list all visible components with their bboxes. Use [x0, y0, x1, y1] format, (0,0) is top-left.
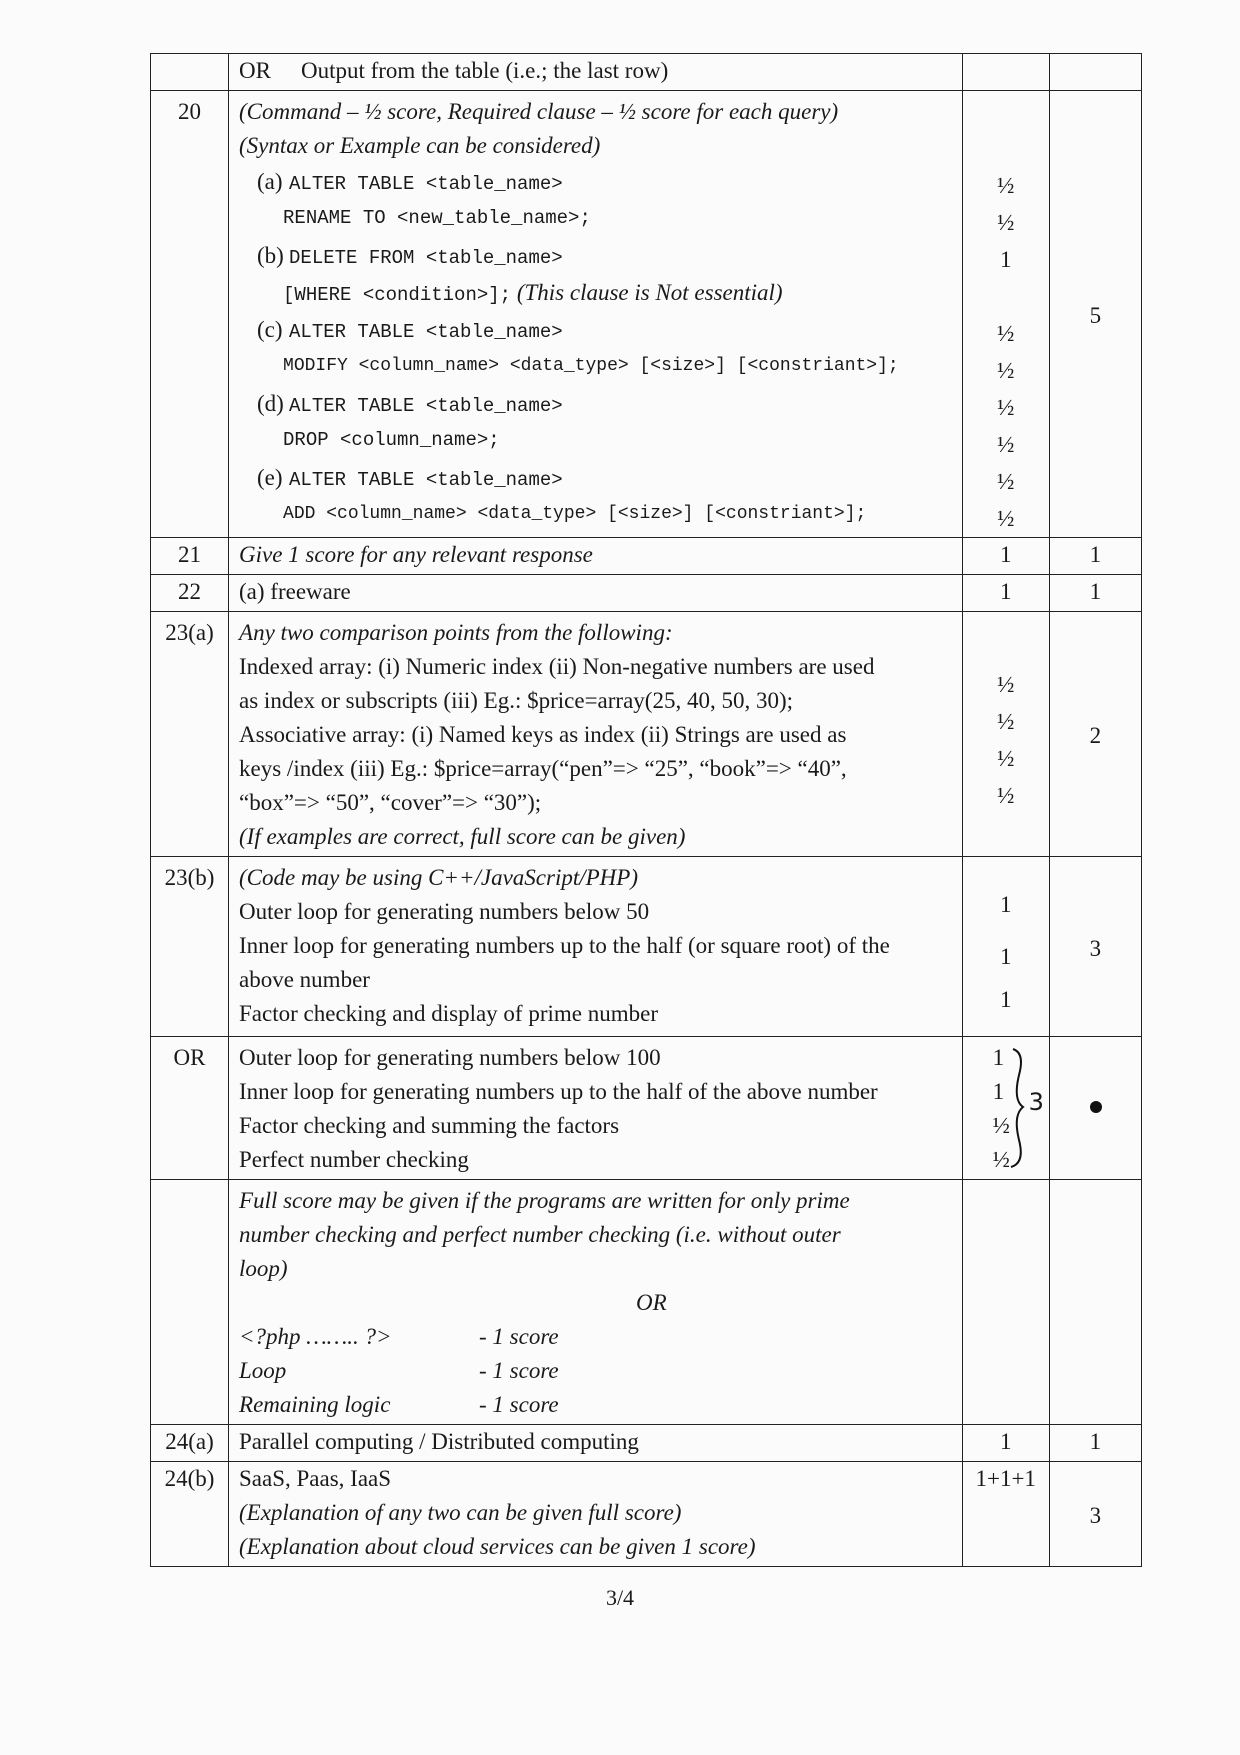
answer-key-table	[150, 53, 1142, 1567]
table-row: 24(a) Parallel computing / Distributed computing 1 1	[151, 1425, 1142, 1462]
table-row: 21 Give 1 score for any relevant response 1 1	[151, 538, 1142, 575]
score-column: ½ ½ 1 ½ ½ ½ ½ ½ ½	[962, 91, 1049, 538]
answer-content: OR Output from the table (i.e.; the last row)	[229, 54, 963, 91]
question-number	[151, 54, 229, 91]
table-row: 22 (a) freeware 1 1	[151, 575, 1142, 612]
question-number: 20	[151, 91, 229, 538]
table-row: Full score may be given if the programs are written for only prime number checking and perfect number checking (i.e. without outer loop) OR <?php …….. ?> - 1 score Loop - 1 score Remaining logic - 1 score	[151, 1180, 1142, 1425]
table-row: 23(b) (Code may be using C++/JavaScript/PHP) Outer loop for generating numbers below 50 Inner loop for generating numbers up to the half (or square root) of the above number Factor checking and display of prime number 1 1 1 3	[151, 857, 1142, 1037]
table-row	[151, 54, 1142, 91]
table-row: 23(a) Any two comparison points from the following: Indexed array: (i) Numeric index (ii) Non-negative numbers are used as index or subscripts (iii) Eg.: $price=array(25, 40, 50, 30); Associative array: (i) Named keys as index (ii) Strings are used as keys /index (iii) Eg.: $price=array(“pen”=> “25”, “book”=> “40”, “box”=> “50”, “cover”=> “30”); (If examples are correct, full score can be given) ½ ½ ½ ½ 2	[151, 612, 1142, 857]
marking-scheme-page	[150, 53, 1142, 1567]
table-row	[151, 91, 1142, 538]
table-row: OR Outer loop for generating numbers below 100 Inner loop for generating numbers up to the half of the above number Factor checking and summing the factors Perfect number checking 1 1 ½ ½ 3	[151, 1037, 1142, 1180]
table-row: 24(b) SaaS, Paas, IaaS (Explanation of any two can be given full score) (Explanation about cloud services can be given 1 score) 1+1+1 3	[151, 1462, 1142, 1567]
total-score: 5	[1049, 91, 1141, 538]
answer-content: (Command – ½ score, Required clause – ½ score for each query) (Syntax or Example can be considered) (a) ALTER TABLE <table_name> RENAME TO <new_table_name>; (b) DELETE FROM <table_name> [WHERE <condition>]; (This clause is Not essential) (c) ALTER TABLE <table_name> MODIFY <column_name> <data_type> [<size>] [<constriant>]; (d) ALTER TABLE <table_name> DROP <column_name>; (e) ALTER TABLE <table_name> ADD <column_name> <data_type> [<size>] [<constriant>];	[229, 91, 963, 538]
ink-dot-icon	[1088, 1099, 1104, 1115]
page-number: 3/4	[605, 1585, 635, 1610]
